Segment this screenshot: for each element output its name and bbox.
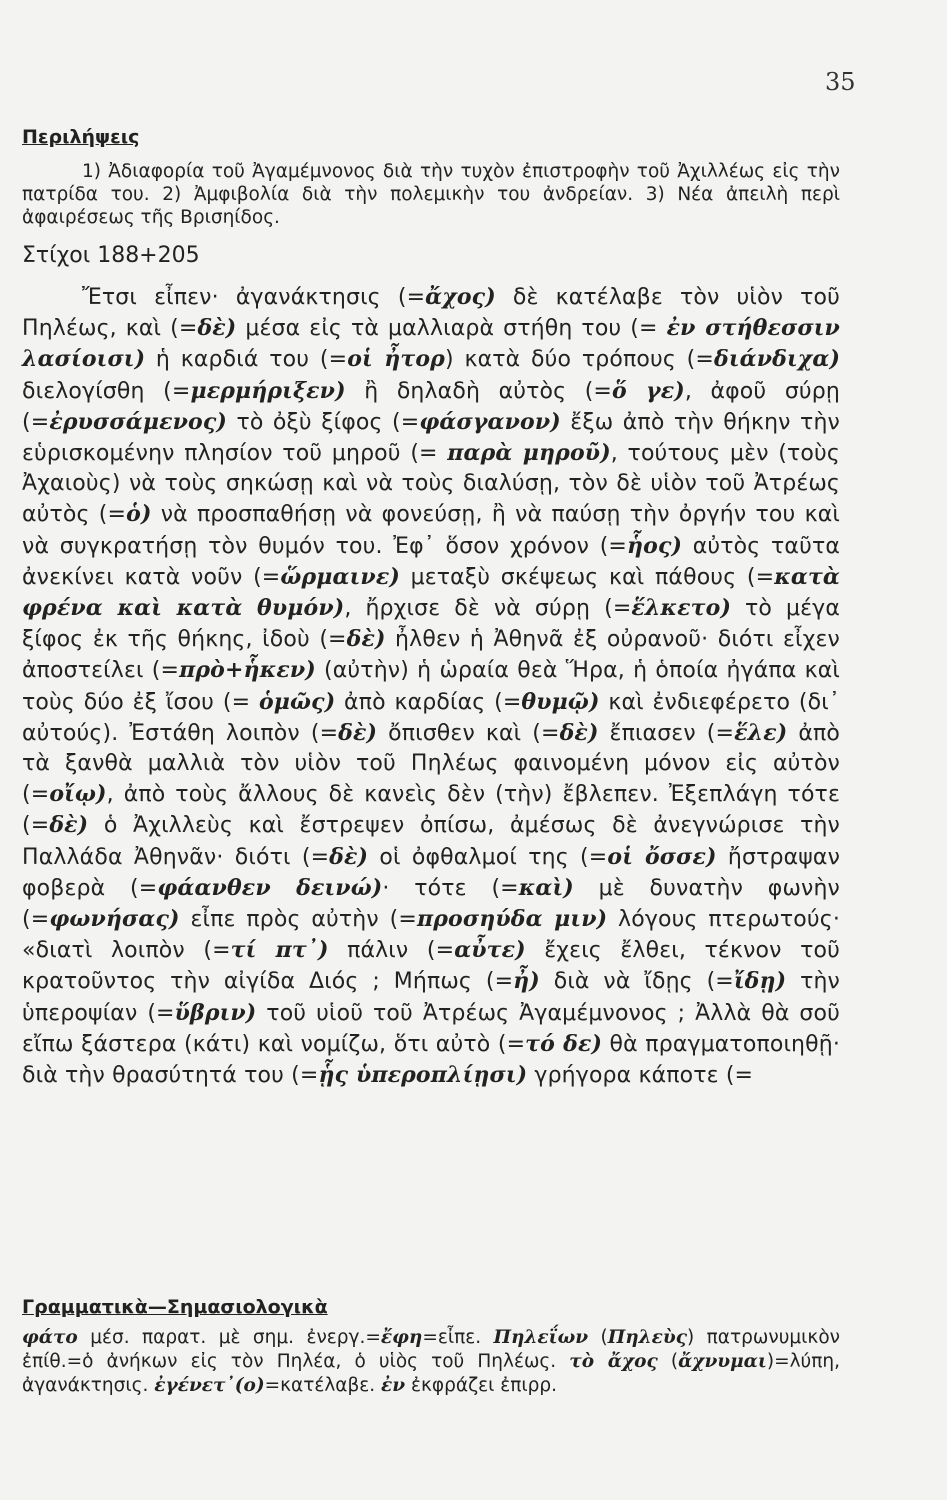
summary-heading: Περιλήψεις: [22, 126, 140, 148]
grammar-heading: Γραμματικὰ—Σημασιολογικὰ: [22, 1296, 328, 1318]
verses-title: Στίχοι 188+205: [22, 243, 200, 268]
translation-text: Ἔτσι εἶπεν· ἀγανάκτησις (=ἄχος) δὲ κατέλαβε τὸν υἱὸν τοῦ Πηλέως, καὶ (=δὲ) μέσα εἰς τὰ μαλλιαρὰ στήθη του (= ἐν στήθεσσιν λασίοισι) ἡ καρδιά του (=οἱ ἦτορ) κατὰ δύο τρόπους (=διάνδιχα) διελογίσθη (=μερμήριξεν) ἢ δηλαδὴ αὐτὸς (=ὅ γε), ἀφοῦ σύρῃ (=ἐρυσσάμενος) τὸ ὀξὺ ξίφος (=φάσγανον) ἔξω ἀπὸ τὴν θήκην τὴν εὑρισκομένην πλησίον τοῦ μηροῦ (= παρὰ μηροῦ), τούτους μὲν (τοὺς Ἀχαιοὺς) νὰ τοὺς σηκώσῃ καὶ νὰ τοὺς διαλύσῃ, τὸν δὲ υἱὸν τοῦ Ἀτρέως αὐτὸς (=ὁ) νὰ προσπαθήσῃ νὰ φονεύσῃ, ἢ νὰ παύσῃ τὴν ὀργήν του καὶ νὰ συγκρατήσῃ τὸν θυμόν του. Ἐφ᾽ ὅσον χρόνον (=ἧος) αὐτὸς ταῦτα ἀνεκίνει κατὰ νοῦν (=ὥρμαινε) μεταξὺ σκέψεως καὶ πάθους (=κατὰ φρένα καὶ κατὰ θυμόν), ἤρχισε δὲ νὰ σύρῃ (=ἕλκετο) τὸ μέγα ξίφος ἐκ τῆς θήκης, ἰδοὺ (=δὲ) ἦλθεν ἡ Ἀθηνᾶ ἐξ οὐρανοῦ· διότι εἶχεν ἀποστείλει (=πρὸ+ἧκεν) (αὐτὴν) ἡ ὡραία θεὰ Ἥρα, ἡ ὁποία ἠγάπα καὶ τοὺς δύο ἐξ ἴσου (= ὁμῶς) ἀπὸ καρδίας (=θυμῷ) καὶ ἐνδιεφέρετο (δι᾽ αὐτούς). Ἐστάθη λοιπὸν (=δὲ) ὄπισθεν καὶ (=δὲ) ἔπιασεν (=ἕλε) ἀπὸ τὰ ξανθὰ μαλλιὰ τὸν υἱὸν τοῦ Πηλέως φαινομένη μόνον εἰς αὐτὸν (=οἴῳ), ἀπὸ τοὺς ἄλλους δὲ κανεὶς δὲν (τὴν) ἔβλεπεν. Ἐξεπλάγη τότε (=δὲ) ὁ Ἀχιλλεὺς καὶ ἔστρεψεν ὀπίσω, ἀμέσως δὲ ἀνεγνώρισε τὴν Παλλάδα Ἀθηνᾶν· διότι (=δὲ) οἱ ὀφθαλμοί της (=οἱ ὄσσε) ἤστραψαν φοβερὰ (=φάανθεν δεινώ)· τότε (=καὶ) μὲ δυνατὴν φωνὴν (=φωνήσας) εἶπε πρὸς αὐτὴν (=προσηύδα μιν) λόγους πτερωτούς· «διατὶ λοιπὸν (=τί πτ᾽) πάλιν (=αὖτε) ἔχεις ἔλθει, τέκνον τοῦ κρατοῦντος τὴν αἰγίδα Διός ; Μήπως (=ἦ) διὰ νὰ ἴδῃς (=ἴδῃ) τὴν ὑπεροψίαν (=ὕβριν) τοῦ υἱοῦ τοῦ Ἀτρέως Ἀγαμέμνονος ; Ἀλλὰ θὰ σοῦ εἴπω ξάστερα (κάτι) καὶ νομίζω, ὅτι αὐτὸ (=τό δε) θὰ πραγματοποιηθῇ· διὰ τὴν θρασύτητά του (=ᾗς ὑπεροπλίῃσι) γρήγορα κάποτε (=: [22, 284, 841, 1089]
page-number: 35: [825, 68, 856, 96]
grammar-notes: φάτο μέσ. παρατ. μὲ σημ. ἐνεργ.=ἔφη=εἶπε. Πηλεΐων (Πηλεὺς) πατρωνυμικὸν ἐπίθ.=ὁ ἀνήκων εἰς τὸν Πηλέα, ὁ υἱὸς τοῦ Πηλέως. τὸ ἄχος (ἄχνυμαι)=λύπη, ἀγανάκτησις. ἐγένετ᾽(ο)=κατέλαβε. ἐν ἐκφράζει ἐπιρρ.: [22, 1327, 840, 1396]
summary-text: 1) Ἀδιαφορία τοῦ Ἀγαμέμνονος διὰ τὴν τυχὸν ἐπιστροφὴν τοῦ Ἀχιλλέως εἰς τὴν πατρίδα του. 2) Ἀμφιβολία διὰ τὴν πολεμικὴν του ἀνδρείαν. 3) Νέα ἀπειλὴ περὶ ἀφαιρέσεως τῆς Βρισηίδος.: [22, 161, 840, 228]
